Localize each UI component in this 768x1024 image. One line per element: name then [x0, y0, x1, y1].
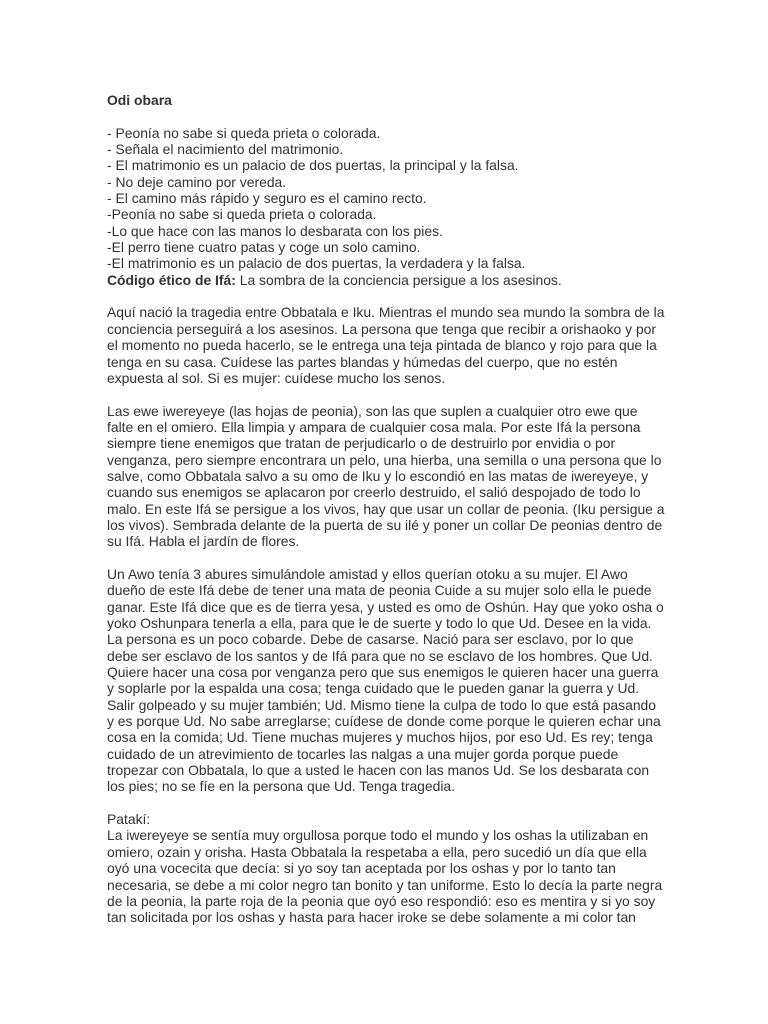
- list-item: - Peonía no sabe si queda prieta o colorada.: [107, 124, 381, 141]
- text-line: oyó una vocecita que decía: si yo soy tan aceptada por los oshas y por lo tanto tan: [107, 860, 616, 877]
- list-item: - Señala el nacimiento del matrimonio.: [107, 141, 344, 158]
- list-item: -Peonía no sabe si queda prieta o colorada.: [107, 206, 377, 223]
- sayings-list: [107, 125, 667, 272]
- text-line: La persona es un poco cobarde. Debe de casarse. Nació para ser esclavo, por lo que: [107, 631, 634, 648]
- list-item: - No deje camino por vereda.: [107, 173, 287, 190]
- text-line: ganar. Este Ifá dice que es de tierra yesa, y usted es omo de Oshún. Hay que yoko osha o: [107, 598, 664, 615]
- text-line: de la peonia, la parte roja de la peonia que oyó eso respondió: eso es mentira y si yo soy: [107, 892, 656, 909]
- text-line: tenga en su casa. Cuídese las partes blandas y húmedas del cuerpo, que no estén: [107, 353, 618, 370]
- text-line: expuesta al sol. Si es mujer: cuídese mucho los senos.: [107, 369, 446, 386]
- text-line: malo. En este Ifá se persigue a los vivos, hay que usar un collar de peonia. (Iku persigue a: [107, 500, 665, 517]
- text-line: Las ewe iwereyeye (las hojas de peonia), son las que suplen a cualquier otro ewe que: [107, 402, 638, 419]
- text-line: dueño de este Ifá debe de tener una mata de peonia Cuide a su mujer solo ella le puede: [107, 582, 652, 599]
- text-line: Aquí nació la tragedia entre Obbatala e Iku. Mientras el mundo sea mundo la sombra de la: [107, 304, 665, 321]
- text-line: y es porque Ud. No sabe arreglarse; cuídese de donde come porque le quieren echar una: [107, 713, 661, 730]
- text-line: Un Awo tenía 3 abures simulándole amistad y ellos querían otoku a su mujer. El Awo: [107, 565, 628, 582]
- list-item: -El perro tiene cuatro patas y coge un solo camino.: [107, 239, 421, 256]
- text-line: los pies; no se fíe en la persona que Ud. Tenga tragedia.: [107, 778, 456, 795]
- text-line: La iwereyeye se sentía muy orgullosa porque todo el mundo y los oshas la utilizaban en: [107, 827, 649, 844]
- text-line: salve, como Obbatala salvo a su omo de Iku y lo escondió en las matas de iwereyeye, y: [107, 467, 649, 484]
- text-line: tan solicitada por los oshas y hasta para hacer iroke se debe solamente a mi color tan: [107, 909, 636, 926]
- text-line: cuidado de un atrevimiento de tocarles las nalgas a una mujer gorda porque puede: [107, 745, 619, 762]
- text-line: tropezar con Obbatala, lo que a usted le hacen con las manos Ud. Se los desbarata con: [107, 762, 650, 779]
- paragraph-ewe-iwereyeye: [107, 403, 667, 550]
- text-line: y soplarle por la espalda una cosa; tenga cuidado que le pueden ganar la guerra y Ud.: [107, 680, 640, 697]
- ethic-code-label: Código ético de Ifá:: [107, 271, 236, 288]
- list-item: - El matrimonio es un palacio de dos puertas, la principal y la falsa.: [107, 157, 519, 174]
- paragraph-awo: [107, 566, 667, 795]
- text-line: conciencia perseguirá a los asesinos. La persona que tenga que recibir a orishaoko y por: [107, 320, 657, 337]
- document-content: [107, 92, 667, 942]
- paragraph-tragedy: [107, 304, 667, 386]
- text-line: los vivos). Sembrada delante de la puerta de su ilé y poner un collar De peonias dentro de: [107, 516, 663, 533]
- text-line: falte en el omiero. Ella limpia y ampara de cualquier cosa mala. Por este Ifá la persona: [107, 418, 641, 435]
- text-line: cosa en la comida; Ud. Tiene muchas mujeres y muchos hijos, por eso Ud. Es rey; tenga: [107, 729, 653, 746]
- list-item: - El camino más rápido y seguro es el camino recto.: [107, 190, 427, 207]
- text-line: el momento no pueda hacerlo, se le entrega una teja pintada de blanco y rojo para que la: [107, 337, 657, 354]
- text-line: yoko Oshunpara tenerla a ella, para que le de suerte y todo lo que Ud. Desee en la vida.: [107, 615, 652, 631]
- document-title: Odi obara: [107, 92, 172, 108]
- pataki-heading: Patakí:: [107, 811, 151, 828]
- text-line: Quiere hacer una cosa por venganza pero que sus enemigos le quieren hacer una guerra: [107, 664, 659, 681]
- text-line: omiero, ozain y orisha. Hasta Obbatala la respetaba a ella, pero sucedió un día que ella: [107, 843, 647, 860]
- text-line: necesaria, se debe a mi color negro tan bonito y tan uniforme. Esto lo decía la parte negra: [107, 876, 663, 893]
- list-item: -El matrimonio es un palacio de dos puertas, la verdadera y la falsa.: [107, 255, 526, 272]
- text-line: debe ser esclavo de los santos y de Ifá para que no se esclavo de los hombres. Que Ud.: [107, 647, 653, 664]
- text-line: Salir golpeado y su mujer también; Ud. Mismo tiene la culpa de todo lo que está pasando: [107, 696, 657, 713]
- text-line: cuando sus enemigos se aplacaron por creerlo destruido, el salió despojado de todo lo: [107, 484, 641, 501]
- ethic-code-text: La sombra de la conciencia persigue a los asesinos.: [235, 271, 562, 288]
- text-line: siempre tiene enemigos que tratan de perjudicarlo o de destruirlo por envidia o por: [107, 435, 616, 452]
- list-item: -Lo que hace con las manos lo desbarata con los pies.: [107, 222, 443, 239]
- ethic-code: [107, 272, 667, 288]
- text-line: su Ifá. Habla el jardín de flores.: [107, 533, 300, 550]
- text-line: venganza, pero siempre encontrara un pelo, una hierba, una semilla o una persona que lo: [107, 451, 662, 468]
- paragraph-pataki: [107, 811, 667, 925]
